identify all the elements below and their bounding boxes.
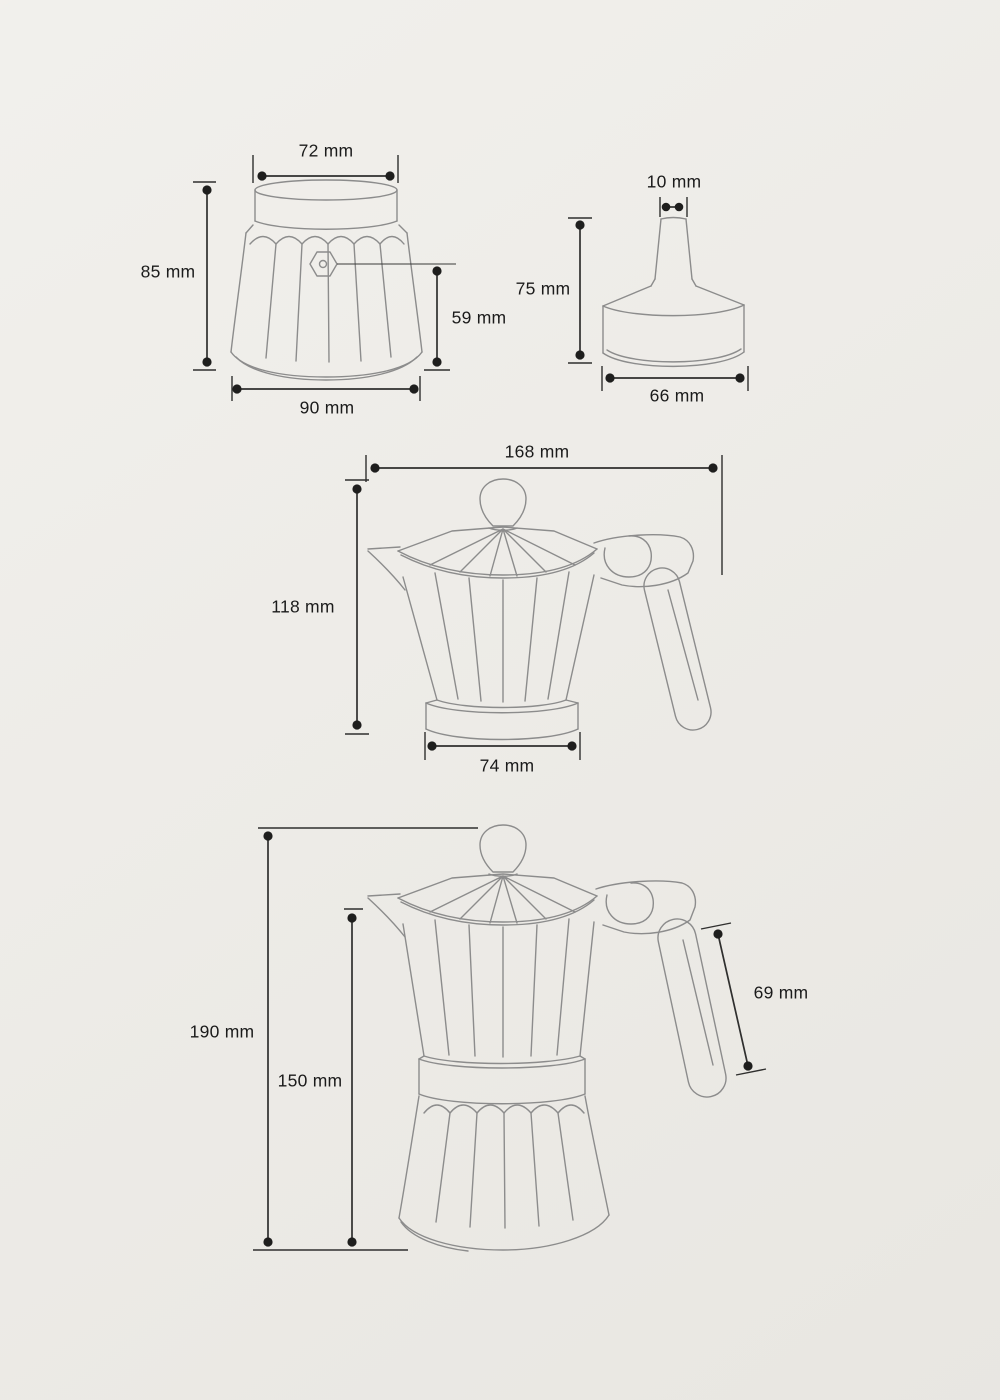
dim-base-height: 85 mm — [140, 261, 196, 282]
dim-base-top-diameter: 72 mm — [298, 140, 354, 161]
upper-assembly-drawing — [368, 479, 711, 740]
funnel-drawing — [603, 218, 744, 367]
dim-funnel-base-diameter: 66 mm — [649, 385, 705, 406]
base-chamber-drawing — [231, 180, 456, 380]
dim-base-valve-height: 59 mm — [451, 307, 507, 328]
dim-upper-base-diameter: 74 mm — [479, 755, 535, 776]
dim-upper-total-width: 168 mm — [504, 441, 570, 462]
dim-funnel-spout-diameter: 10 mm — [646, 171, 702, 192]
dim-upper-height: 118 mm — [271, 596, 335, 617]
full-pot-dimension-lines — [253, 828, 766, 1250]
base-chamber-dimension-lines — [193, 155, 450, 401]
dim-pot-handle-length: 69 mm — [753, 982, 809, 1003]
dim-base-bottom-diameter: 90 mm — [299, 397, 355, 418]
dim-pot-spout-height: 150 mm — [277, 1070, 343, 1091]
dim-funnel-height: 75 mm — [515, 278, 571, 299]
dim-pot-total-height: 190 mm — [189, 1021, 255, 1042]
full-pot-drawing — [368, 825, 726, 1251]
